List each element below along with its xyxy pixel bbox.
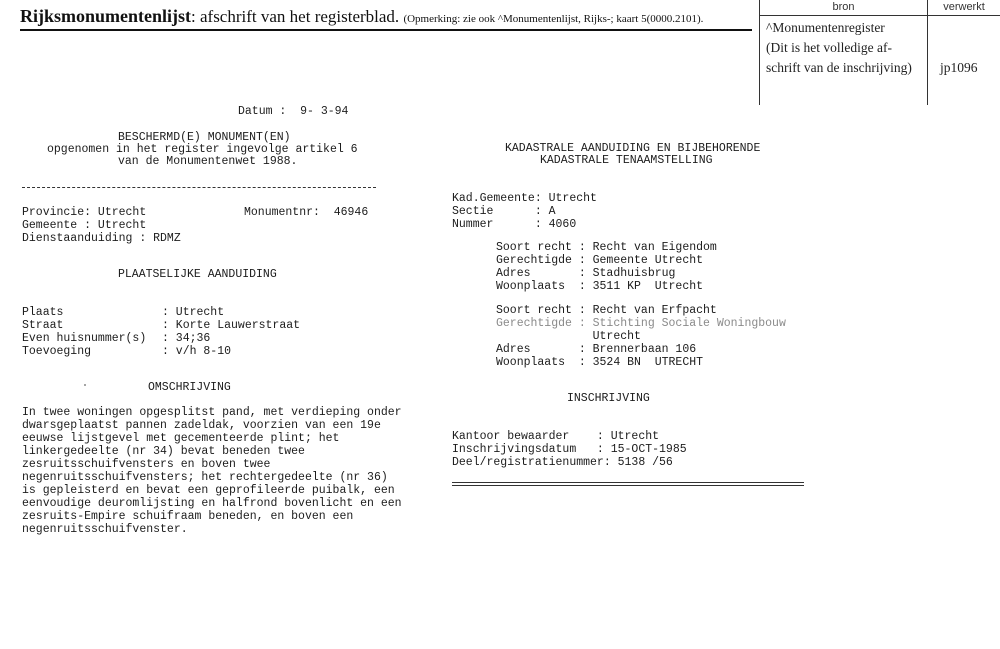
bron-line: (Dit is het volledige af-	[766, 40, 892, 55]
scan-speck	[84, 384, 86, 386]
info-header-line	[759, 15, 1000, 16]
omschrijving-line: zesruitsschuifvensters en boven twee	[22, 458, 271, 471]
register-heading-line: BESCHERMD(E) MONUMENT(EN)	[118, 131, 291, 144]
double-rule	[452, 482, 804, 486]
header-title-rest: : afschrift van het registerblad.	[191, 7, 400, 26]
omschrijving-heading: OMSCHRIJVING	[148, 381, 231, 394]
omschrijving-line: is gepleisterd en bevat een geprofileerde puibalk, een	[22, 484, 395, 497]
recht2-line: Utrecht	[496, 330, 641, 343]
header-note: (Opmerking: zie ook ^Monumentenlijst, Rijks-; kaart 5(0000.2101).	[403, 13, 704, 25]
omschrijving-line: negenruitsschuifvenster.	[22, 523, 188, 536]
field-label: Toevoeging	[22, 345, 92, 358]
field-label: Even huisnummer(s)	[22, 332, 147, 345]
inschrijving-line: Kantoor bewaarder : Utrecht	[452, 430, 660, 443]
recht2-line: Soort recht : Recht van Erfpacht	[496, 304, 717, 317]
register-heading-line: van de Monumentenwet 1988.	[118, 155, 298, 168]
field-label: Plaats	[22, 306, 64, 319]
verwerkt-code: jp1096	[940, 60, 978, 75]
recht2-line: Woonplaats : 3524 BN UTRECHT	[496, 356, 704, 369]
bron-line: schrift van de inschrijving)	[766, 60, 912, 75]
recht1-line: Gerechtigde : Gemeente Utrecht	[496, 254, 704, 267]
kad-line: Sectie : A	[452, 205, 556, 218]
recht1-line: Adres : Stadhuisbrug	[496, 267, 676, 280]
header-title	[20, 6, 703, 27]
inschrijving-heading: INSCHRIJVING	[567, 392, 650, 405]
inschrijving-line: Deel/registratienummer: 5138 /56	[452, 456, 673, 469]
bron-line: ^Monumentenregister	[766, 20, 885, 35]
omschrijving-line: eeuwse lijstgevel met gecementeerde plint; het	[22, 432, 340, 445]
recht2-line: Gerechtigde : Stichting Sociale Woningbouw	[496, 317, 786, 330]
kadastrale-heading-line: KADASTRALE AANDUIDING EN BIJBEHORENDE	[505, 142, 761, 155]
header-title-bold: Rijksmonumentenlijst	[20, 6, 192, 26]
omschrijving-line: eenvoudige deuromlijsting en halfrond bovenlicht en een	[22, 497, 402, 510]
inschrijving-line: Inschrijvingsdatum : 15-OCT-1985	[452, 443, 687, 456]
datum-line: Datum : 9- 3-94	[238, 105, 349, 118]
kad-line: Nummer : 4060	[452, 218, 577, 231]
gemeente-line: Gemeente : Utrecht	[22, 219, 147, 232]
field-label: Straat	[22, 319, 64, 332]
verwerkt-label: verwerkt	[943, 1, 985, 13]
plaatselijke-heading: PLAATSELIJKE AANDUIDING	[118, 268, 277, 281]
kad-line: Kad.Gemeente: Utrecht	[452, 192, 597, 205]
bron-label: bron	[832, 1, 855, 13]
omschrijving-line: linkergedeelte (nr 34) bevat beneden twee	[22, 445, 305, 458]
omschrijving-line: dwarsgeplaatst pannen zadeldak, voorzien van een 19e	[22, 419, 381, 432]
provincie-line: Provincie: Utrecht	[22, 206, 147, 219]
omschrijving-line: zesruits-Empire schuifraam beneden, en boven een	[22, 510, 354, 523]
field-value: : 34;36	[162, 332, 211, 345]
omschrijving-line: In twee woningen opgesplitst pand, met verdieping onder	[22, 406, 402, 419]
monumentnr-line: Monumentnr: 46946	[244, 206, 369, 219]
field-value: : v/h 8-10	[162, 345, 232, 358]
kadastrale-heading-line: KADASTRALE TENAAMSTELLING	[540, 154, 713, 167]
recht2-line: Adres : Brennerbaan 106	[496, 343, 697, 356]
field-value: : Utrecht	[162, 306, 225, 319]
dashed-rule	[22, 187, 376, 188]
field-value: : Korte Lauwerstraat	[162, 319, 301, 332]
dienstaanduiding-line: Dienstaanduiding : RDMZ	[22, 232, 181, 245]
header-rule	[20, 29, 752, 31]
recht1-line: Soort recht : Recht van Eigendom	[496, 241, 717, 254]
register-heading-line: opgenomen in het register ingevolge artikel 6	[47, 143, 358, 156]
omschrijving-line: negenruitsschuifvensters; het rechtergedeelte (nr 36)	[22, 471, 388, 484]
recht1-line: Woonplaats : 3511 KP Utrecht	[496, 280, 704, 293]
